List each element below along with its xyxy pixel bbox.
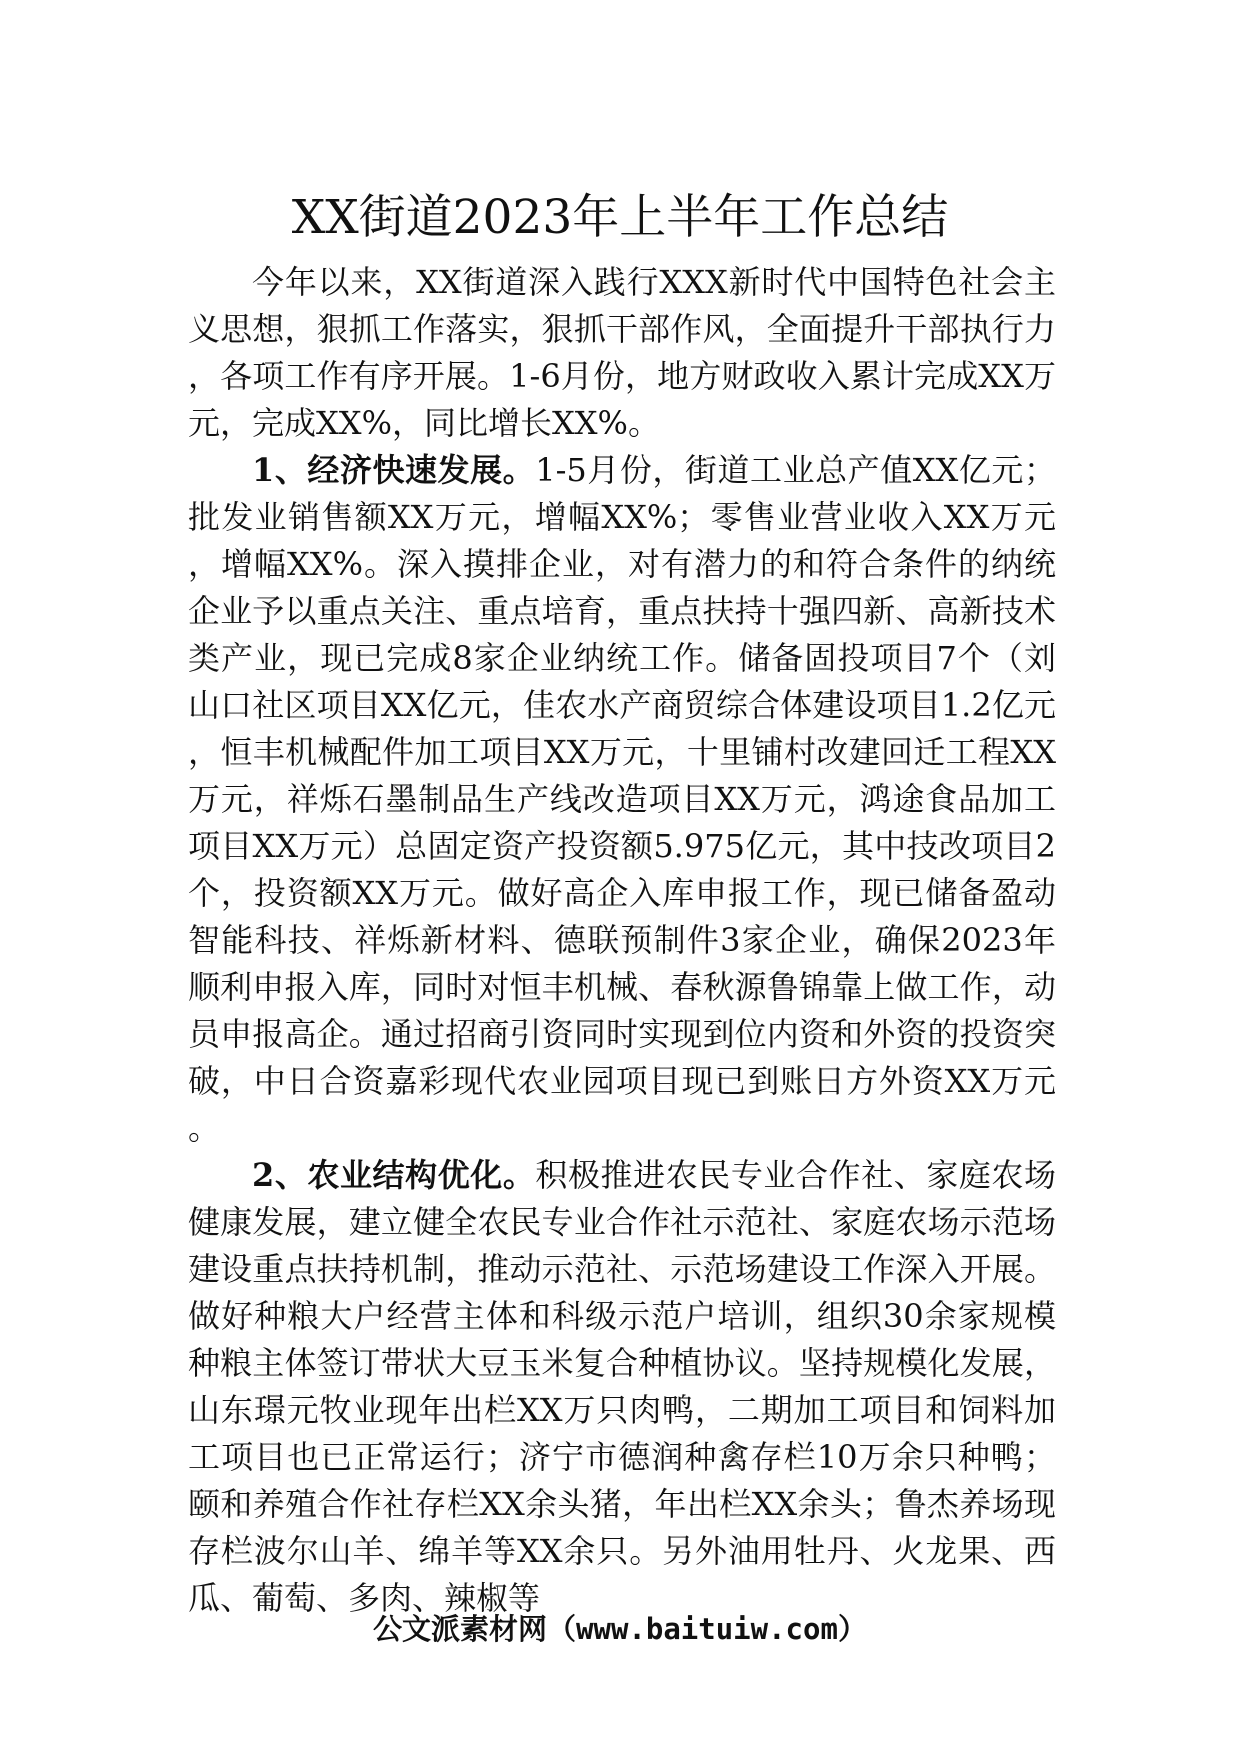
page-footer bbox=[0, 1609, 1240, 1649]
paragraph-text: 1-5月份，街道工业总产值XX亿元；批发业销售额XX万元，增幅XX%；零售业营业收入XX万元，增幅XX%。深入摸排企业，对有潜力的和符合条件的纳统企业予以重点关注、重点培育，重点扶持十强四新、高新技术类产业，现已完成8家企业纳统工作。储备固投项目7个（刘山口社区项目XX亿元，佳农水产商贸综合体建设项目1.2亿元，恒丰机械配件加工项目XX万元，十里铺村改建回迁工程XX万元，祥烁石墨制品生产线改造项目XX万元，鸿途食品加工项目XX万元）总固定资产投资额5.975亿元，其中技改项目2个，投资额XX万元。做好高企入库申报工作，现已储备盈动智能科技、祥烁新材料、德联预制件3家企业，确保2023年顺利申报入库，同时对恒丰机械、春秋源鲁锦靠上做工作，动员申报高企。通过招商引资同时实现到位内资和外资的投资突破，中日合资嘉彩现代农业园项目现已到账日方外资XX万元。 bbox=[188, 451, 1056, 1147]
paragraph-text: 积极推进农民专业合作社、家庭农场健康发展，建立健全农民专业合作社示范社、家庭农场示范场建设重点扶持机制，推动示范社、示范场建设工作深入开展。做好种粮大户经营主体和科级示范户培训，组织30余家规模种粮主体签订带状大豆玉米复合种植协议。坚持规模化发展，山东璟元牧业现年出栏XX万只肉鸭，二期加工项目和饲料加工项目也已正常运行；济宁市德润种禽存栏10万余只种鸭；颐和养殖合作社存栏XX余头猪，年出栏XX余头；鲁杰养场现存栏波尔山羊、绵羊等XX余只。另外油用牡丹、火龙果、西瓜、葡萄、多肉、辣椒等 bbox=[188, 1156, 1056, 1617]
footer-brand: 公文派素材网 bbox=[373, 1612, 548, 1646]
footer-url: （www.baituiw.com） bbox=[547, 1612, 867, 1646]
paragraph-text: 今年以来，XX街道深入践行XXX新时代中国特色社会主义思想，狠抓工作落实，狠抓干部作风，全面提升干部执行力，各项工作有序开展。1-6月份，地方财政收入累计完成XX万元，完成XX%，同比增长XX%。 bbox=[188, 263, 1056, 442]
paragraph-economy bbox=[188, 447, 1056, 1152]
paragraph-intro bbox=[188, 259, 1056, 447]
paragraph-agriculture bbox=[188, 1152, 1056, 1622]
document-body bbox=[188, 259, 1056, 1622]
paragraph-heading: 1、经济快速发展。 bbox=[252, 451, 536, 489]
paragraph-heading: 2、农业结构优化。 bbox=[252, 1156, 536, 1194]
document-title: XX街道2023年上半年工作总结 bbox=[291, 190, 949, 245]
